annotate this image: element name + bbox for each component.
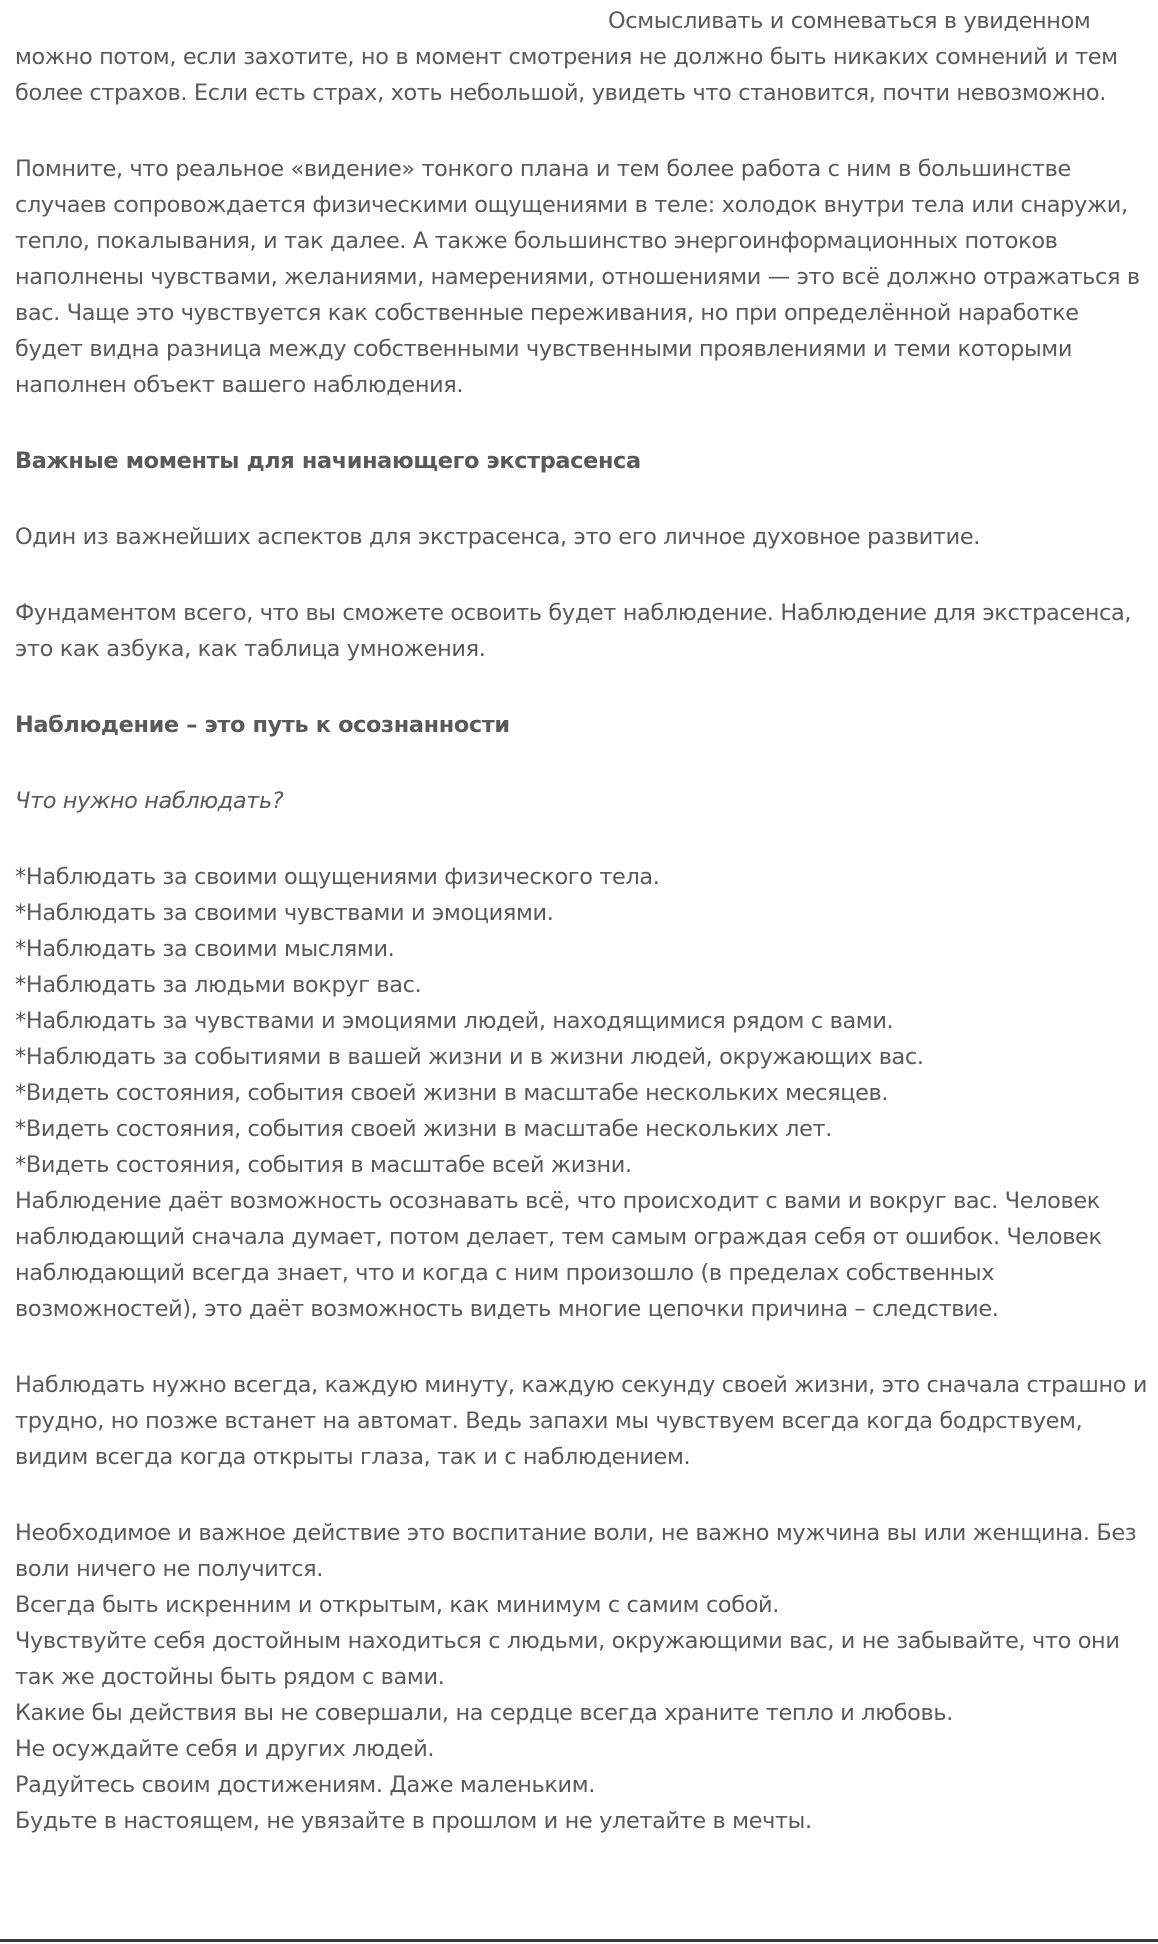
paragraph-will: Необходимое и важное действие это воспитание воли, не важно мужчина вы или женщина. Без воли ничего не получится. xyxy=(15,1520,1137,1582)
observation-list xyxy=(15,859,1150,1183)
heading-observation-path: Наблюдение – это путь к осознанности xyxy=(15,712,510,738)
question-what-to-observe: Что нужно наблюдать? xyxy=(15,788,284,814)
list-item: *Наблюдать за людьми вокруг вас. xyxy=(15,972,422,998)
list-item: *Наблюдать за своими мыслями. xyxy=(15,936,395,962)
paragraph-observation-foundation: Фундаментом всего, что вы сможете освоить будет наблюдение. Наблюдение для экстрасенса, это как азбука, как таблица умножения. xyxy=(15,600,1132,662)
paragraph-doubts: Осмысливать и сомневаться в увиденном можно потом, если захотите, но в момент смотрения не должно быть никаких сомнений и тем более страхов. Если есть страх, хоть небольшой, увидеть что становится, почти невозможно. xyxy=(15,8,1118,106)
list-item: *Видеть состояния, события своей жизни в масштабе нескольких месяцев. xyxy=(15,1080,889,1106)
list-item: Чувствуйте себя достойным находиться с людьми, окружающими вас, и не забывайте, что они так же достойны быть рядом с вами. xyxy=(15,1628,1120,1690)
paragraph-physical-sensations: Помните, что реальное «видение» тонкого плана и тем более работа с ним в большинстве случаев сопровождается физическими ощущениями в теле: холодок внутри тела или снаружи, тепло, покалывания, и так далее. А также большинство энергоинформационных потоков наполнены чувствами, желаниями, намерениями, отношениями — это всё должно отражаться в вас. Чаще это чувствуется как собственные переживания, но при определённой наработке будет видна разница между собственными чувственными проявлениями и теми которыми наполнен объект вашего наблюдения. xyxy=(15,156,1140,398)
tips-list xyxy=(15,1587,1150,1839)
list-item: *Наблюдать за чувствами и эмоциями людей, находящимися рядом с вами. xyxy=(15,1008,894,1034)
bottom-divider xyxy=(0,1939,1158,1942)
list-item: *Видеть состояния, события своей жизни в масштабе нескольких лет. xyxy=(15,1116,832,1142)
list-item: Не осуждайте себя и других людей. xyxy=(15,1736,435,1762)
list-item: Всегда быть искренним и открытым, как минимум с самим собой. xyxy=(15,1592,780,1618)
list-item: Радуйтесь своим достижениям. Даже маленьким. xyxy=(15,1772,596,1798)
list-item: *Наблюдать за событиями в вашей жизни и в жизни людей, окружающих вас. xyxy=(15,1044,924,1070)
article-body xyxy=(15,3,1150,1839)
list-item: Будьте в настоящем, не увязайте в прошлом и не улетайте в мечты. xyxy=(15,1808,812,1834)
list-item: *Наблюдать за своими ощущениями физического тела. xyxy=(15,864,660,890)
paragraph-spiritual-development: Один из важнейших аспектов для экстрасенса, это его личное духовное развитие. xyxy=(15,524,981,550)
paragraph-always-observe: Наблюдать нужно всегда, каждую минуту, каждую секунду своей жизни, это сначала страшно и трудно, но позже встанет на автомат. Ведь запахи мы чувствуем всегда когда бодрствуем, видим всегда когда открыты глаза, так и с наблюдением. xyxy=(15,1372,1148,1470)
list-item: *Видеть состояния, события в масштабе всей жизни. xyxy=(15,1152,632,1178)
heading-important-points: Важные моменты для начинающего экстрасенса xyxy=(15,448,641,474)
paragraph-observation-benefits: Наблюдение даёт возможность осознавать всё, что происходит с вами и вокруг вас. Человек наблюдающий сначала думает, потом делает, тем самым ограждая себя от ошибок. Человек наблюдающий всегда знает, что и когда с ним произошло (в пределах собственных возможностей), это даёт возможность видеть многие цепочки причина – следствие. xyxy=(15,1188,1102,1322)
list-item: Какие бы действия вы не совершали, на сердце всегда храните тепло и любовь. xyxy=(15,1700,953,1726)
list-item: *Наблюдать за своими чувствами и эмоциями. xyxy=(15,900,554,926)
